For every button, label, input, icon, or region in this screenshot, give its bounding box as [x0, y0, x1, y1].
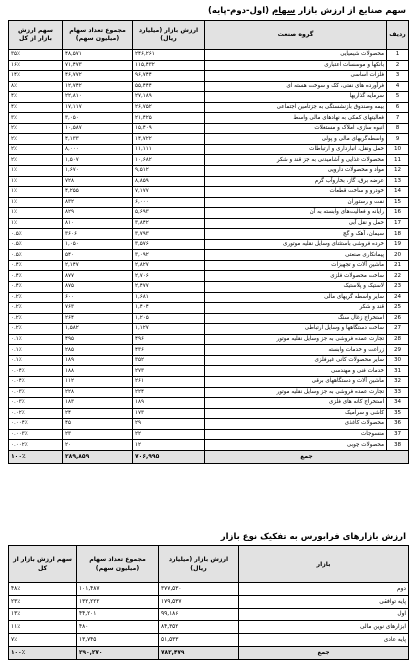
industry-name: ماشین آلات و تجهیزات [205, 260, 387, 271]
market-value: ۳,۰۹۲ [133, 250, 205, 261]
total-shares: ۲۲۸ [63, 387, 133, 398]
table-row [9, 387, 409, 398]
market-share: ۱٪ [9, 166, 63, 177]
industry-name: خودرو و ساخت قطعات [205, 187, 387, 198]
total-shares: ۱۳۲,۲۲۲ [77, 595, 159, 608]
table-row [9, 634, 409, 647]
row-index: 28 [387, 334, 409, 345]
industry-name: فلزات اساسی [205, 71, 387, 82]
industry-name: ساخت دستگاهها و وسایل ارتباطی [205, 324, 387, 335]
total-shares: ۸۷۷ [63, 271, 133, 282]
row-index: 4 [387, 81, 409, 92]
row-index: 30 [387, 355, 409, 366]
table-row [9, 229, 409, 240]
market-share: ۰.۲٪ [9, 313, 63, 324]
row-index: 7 [387, 113, 409, 124]
table-row [9, 155, 409, 166]
table-row [9, 366, 409, 377]
market-share: ۴۸٪ [9, 583, 77, 596]
industry-name: بیمه وصندوق بازنشستگی به جزتامین اجتماعی [205, 102, 387, 113]
market-value: ۱۲ [133, 440, 205, 451]
header-market-share: سهم ارزش بازار از کل [9, 21, 63, 50]
market-share: ۰.۴٪ [9, 282, 63, 293]
total-shares: ۴۴,۲۰۱ [77, 608, 159, 621]
table-row [9, 271, 409, 282]
market-value: ۴۹۶ [133, 334, 205, 345]
industry-name: فعالیتهای کمکی به نهادهای مالی واسط [205, 113, 387, 124]
header-total-shares: مجموع تعداد سهام (میلیون سهم) [77, 546, 159, 583]
industry-name: نفت و رستوران [205, 197, 387, 208]
table-row [9, 197, 409, 208]
total-shares: ۱,۵۸۲ [63, 324, 133, 335]
total-shares: ۲۸۹,۸۵۹ [63, 450, 133, 463]
total-market-share: ۱۰۰٪ [9, 646, 77, 659]
market-value: ۳۵۲ [133, 355, 205, 366]
total-shares: ۸,۰۰۰ [63, 144, 133, 155]
market-type-title: ارزش بازارهای فرابورس به تفکیک نوع بازار [220, 532, 406, 542]
table-row [9, 218, 409, 229]
total-shares: ۴۹۵ [63, 334, 133, 345]
industry-name: سایر واسطه گریهای مالی [205, 292, 387, 303]
table-row [9, 313, 409, 324]
total-shares: ۳,۰۵۰ [63, 113, 133, 124]
row-index: 18 [387, 229, 409, 240]
table-row [9, 440, 409, 451]
industry-name: انبوه سازی، املاک و مستغلات [205, 123, 387, 134]
total-market-value: ۷۰۶,۹۹۵ [133, 450, 205, 463]
market-value: ۵۵,۴۴۴ [133, 81, 205, 92]
table-row [9, 608, 409, 621]
market-value: ۳,۵۷۶ [133, 239, 205, 250]
market-share: ۰.۲٪ [9, 292, 63, 303]
industry-name: سایر محصولات کانی غیرفلزی [205, 355, 387, 366]
industry-name: رایانه و فعالیت‌های وابسته به آن [205, 208, 387, 219]
total-shares: ۲۲,۸۱۰ [63, 92, 133, 103]
header-industry-group: گروه صنعت [205, 21, 387, 50]
market-share: ۲۳٪ [9, 595, 77, 608]
table-row [9, 92, 409, 103]
total-shares: ۱۷,۱۱۷ [63, 102, 133, 113]
row-index: 14 [387, 187, 409, 198]
market-share: ۱۴٪ [9, 71, 63, 82]
industry-name: محصولات کاغذی [205, 419, 387, 430]
market-share: ۰.۴٪ [9, 260, 63, 271]
market-value: ۸۴,۳۵۲ [159, 621, 239, 634]
market-value: ۶,۰۰۰ [133, 197, 205, 208]
industry-table-body [9, 50, 409, 464]
table-row [9, 50, 409, 61]
table-row [9, 282, 409, 293]
row-index: 15 [387, 197, 409, 208]
market-share: ۰.۰۰۳٪ [9, 429, 63, 440]
table-row [9, 621, 409, 634]
industry-name: تجارت عمده فروشی به جز وسایل نقلیه موتور [205, 334, 387, 345]
table-row [9, 583, 409, 596]
title-underlined: سهام [271, 6, 296, 16]
market-share: ۰.۱٪ [9, 355, 63, 366]
row-index: 16 [387, 208, 409, 219]
market-value: ۳,۸۴۲ [133, 218, 205, 229]
row-index: 29 [387, 345, 409, 356]
market-value: ۲۶,۷۵۲ [133, 102, 205, 113]
total-shares: ۴,۱۳۳ [63, 134, 133, 145]
row-index: 6 [387, 102, 409, 113]
header-market: بازار [239, 546, 409, 583]
industry-name: زراعت و خدمات وابسته [205, 345, 387, 356]
industry-name: استخراج زغال سنگ [205, 313, 387, 324]
market-share: ۰.۲٪ [9, 303, 63, 314]
table-row [9, 292, 409, 303]
total-shares: ۷۲۸ [63, 176, 133, 187]
market-share: ۰.۵٪ [9, 250, 63, 261]
total-shares: ۲۴ [63, 408, 133, 419]
table-row [9, 429, 409, 440]
row-index: 36 [387, 419, 409, 430]
industry-name: خدمات فنی و مهندسی [205, 366, 387, 377]
total-shares: ۱,۰۵۰ [63, 239, 133, 250]
market-value: ۵,۶۹۳ [133, 208, 205, 219]
row-index: 25 [387, 303, 409, 314]
market-value: ۲۶۱ [133, 376, 205, 387]
total-shares: ۲۹۰,۲۷۰ [77, 646, 159, 659]
market-value: ۲۲ [133, 429, 205, 440]
market-share: ۳٪ [9, 113, 63, 124]
total-shares: ۱۰,۵۸۷ [63, 123, 133, 134]
table-header-row [9, 546, 409, 583]
row-index: 1 [387, 50, 409, 61]
industry-name: محصولات چوبی [205, 440, 387, 451]
total-shares: ۴۵ [63, 419, 133, 430]
row-index: 9 [387, 134, 409, 145]
market-share: ۱۶٪ [9, 60, 63, 71]
industry-name: فرآورده های نفتی، کک و سوخت هسته ای [205, 81, 387, 92]
market-value: ۱۱۵,۴۳۲ [133, 60, 205, 71]
total-label: جمع [205, 450, 409, 463]
industry-name: سیمان، آهک و گچ [205, 229, 387, 240]
market-share: ۰.۰۳٪ [9, 398, 63, 409]
market-value: ۱,۶۸۱ [133, 292, 205, 303]
market-share: ۰.۰۲٪ [9, 408, 63, 419]
market-share: ۱٪ [9, 187, 63, 198]
market-value: ۸,۸۵۹ [133, 176, 205, 187]
total-shares: ۱۸۸ [63, 366, 133, 377]
total-shares: ۱۸۹ [63, 355, 133, 366]
market-share: ۱٪ [9, 176, 63, 187]
market-value: ۲۷۳ [133, 366, 205, 377]
industry-name: قند و شکر [205, 303, 387, 314]
market-name: ابزارهای نوین مالی [239, 621, 409, 634]
market-value: ۱,۱۲۷ [133, 324, 205, 335]
row-index: 35 [387, 408, 409, 419]
industry-name: حمل و نقل آبی [205, 218, 387, 229]
market-share: ۱۳٪ [9, 608, 77, 621]
total-shares: ۲۳ [63, 429, 133, 440]
market-share: ۴٪ [9, 92, 63, 103]
table-header-row [9, 21, 409, 50]
total-label: جمع [239, 646, 409, 659]
industry-name: کاشی و سرامیک [205, 408, 387, 419]
header-market-share: سهم ارزش بازار از کل [9, 546, 77, 583]
industry-name: تجارت عمده فروشی به جز وسایل نقلیه موتور [205, 387, 387, 398]
market-value: ۹,۵۱۲ [133, 166, 205, 177]
table-row [9, 324, 409, 335]
market-value: ۲,۸۲۷ [133, 260, 205, 271]
market-value: ۳,۷۹۳ [133, 229, 205, 240]
table-row [9, 60, 409, 71]
market-value: ۱۷۹,۵۳۷ [159, 595, 239, 608]
total-shares: ۲۸۵ [63, 345, 133, 356]
market-value: ۲,۷۰۶ [133, 271, 205, 282]
row-index: 23 [387, 282, 409, 293]
table-row [9, 166, 409, 177]
total-shares: ۱۲,۷۴۲ [63, 81, 133, 92]
row-index: 8 [387, 123, 409, 134]
market-name: پایه توافقی [239, 595, 409, 608]
row-index: 26 [387, 313, 409, 324]
market-value: ۱۱,۱۱۱ [133, 144, 205, 155]
market-value: ۴۳۶ [133, 345, 205, 356]
row-index: 32 [387, 376, 409, 387]
row-index: 10 [387, 144, 409, 155]
row-index: 34 [387, 398, 409, 409]
total-shares: ۲,۱۴۷ [63, 260, 133, 271]
market-share: ۰.۰۰۴٪ [9, 419, 63, 430]
total-shares: ۱۰۱,۴۸۷ [77, 583, 159, 596]
market-value: ۲۱,۴۲۵ [133, 113, 205, 124]
table-row [9, 376, 409, 387]
industry-name: مواد و محصولات دارویی [205, 166, 387, 177]
total-shares: ۱۳,۷۴۵ [77, 634, 159, 647]
total-shares: ۴۸,۵۷۱ [63, 50, 133, 61]
row-index: 3 [387, 71, 409, 82]
market-share: ۰.۱٪ [9, 345, 63, 356]
title-prefix: سهم صنایع از ارزش بازار [295, 6, 406, 16]
market-name: اول [239, 608, 409, 621]
industry-name: خرده فروشی باستثنای وسایل نقلیه موتوری [205, 239, 387, 250]
market-share: ۱٪ [9, 218, 63, 229]
total-shares: ۸۳۲ [63, 197, 133, 208]
total-shares: ۴۶,۷۷۲ [63, 71, 133, 82]
total-shares: ۱,۶۷۰ [63, 166, 133, 177]
market-share: ۰.۱٪ [9, 334, 63, 345]
market-share: ۰.۰۴٪ [9, 376, 63, 387]
total-shares: ۸۱۰ [63, 218, 133, 229]
industry-name: بانکها و موسسات اعتباری [205, 60, 387, 71]
row-index: 37 [387, 429, 409, 440]
industry-name: محصولات شیمیایی [205, 50, 387, 61]
market-value: ۲۹ [133, 419, 205, 430]
market-share: ۱٪ [9, 208, 63, 219]
market-value: ۱۵,۴۰۹ [133, 123, 205, 134]
market-share: ۰.۴٪ [9, 271, 63, 282]
table-row [9, 187, 409, 198]
market-share: ۳۵٪ [9, 50, 63, 61]
total-shares: ۶۰۰ [63, 292, 133, 303]
table-row [9, 123, 409, 134]
row-index: 31 [387, 366, 409, 377]
total-row [9, 450, 409, 463]
row-index: 5 [387, 92, 409, 103]
total-shares: ۵۴۰ [63, 250, 133, 261]
row-index: 21 [387, 260, 409, 271]
industry-name: استخراج کانه های فلزی [205, 398, 387, 409]
market-value: ۱۰,۶۸۲ [133, 155, 205, 166]
total-shares: ۴۸۰ [77, 621, 159, 634]
table-row [9, 81, 409, 92]
market-share: ۱٪ [9, 197, 63, 208]
row-index: 20 [387, 250, 409, 261]
industry-name: محصولات غذایی و آشامیدنی به جز قند و شکر [205, 155, 387, 166]
title-suffix: (اول-دوم-پایه) [208, 6, 272, 16]
total-shares: ۴,۲۵۵ [63, 187, 133, 198]
market-share: ۱۱٪ [9, 621, 77, 634]
market-value: ۹۹,۱۸۶ [159, 608, 239, 621]
table-row [9, 71, 409, 82]
total-shares: ۳۶۰۶ [63, 229, 133, 240]
market-share: ۰.۵٪ [9, 239, 63, 250]
row-index: 24 [387, 292, 409, 303]
industry-name: عرضه برق، گاز، بخاروآب گرم [205, 176, 387, 187]
industry-name: پیمانکاری صنعتی [205, 250, 387, 261]
market-share: ۰.۰۰۲٪ [9, 440, 63, 451]
market-share: ۷٪ [9, 634, 77, 647]
header-index: ردیف [387, 21, 409, 50]
row-index: 19 [387, 239, 409, 250]
total-market-value: ۷۸۲,۴۷۹ [159, 646, 239, 659]
table-row [9, 419, 409, 430]
total-shares: ۱۸۳ [63, 398, 133, 409]
table-row [9, 345, 409, 356]
industry-name: واسطه‌گریهای مالی و پولی [205, 134, 387, 145]
table-row [9, 239, 409, 250]
total-shares: ۸۷۵ [63, 282, 133, 293]
market-share: ۲٪ [9, 134, 63, 145]
table-row [9, 208, 409, 219]
industry-name: ماشین آلات و دستگاههای برقی [205, 376, 387, 387]
row-index: 38 [387, 440, 409, 451]
table-row [9, 595, 409, 608]
industry-name: حمل ونقل، انبارداری و ارتباطات [205, 144, 387, 155]
total-shares: ۸۲۹ [63, 208, 133, 219]
industry-name: منسوجات [205, 429, 387, 440]
total-row [9, 646, 409, 659]
table-row [9, 260, 409, 271]
market-value: ۲۷,۱۸۹ [133, 92, 205, 103]
row-index: 2 [387, 60, 409, 71]
table-row [9, 144, 409, 155]
total-shares: ۷۱,۴۷۳ [63, 60, 133, 71]
table-row [9, 250, 409, 261]
market-value: ۱,۴۰۴ [133, 303, 205, 314]
total-shares: ۲۶۴ [63, 313, 133, 324]
market-value: ۲۴۶,۲۶۱ [133, 50, 205, 61]
market-value: ۲۲۴ [133, 387, 205, 398]
market-share: ۰.۵٪ [9, 229, 63, 240]
industry-share-title [208, 6, 406, 16]
market-share: ۰.۰۳٪ [9, 387, 63, 398]
total-shares: ۱,۵۰۷ [63, 155, 133, 166]
industry-name: سرمایه گذاریها [205, 92, 387, 103]
market-value: ۱,۲۰۵ [133, 313, 205, 324]
header-total-shares: مجموع تعداد سهام (میلیون سهم) [63, 21, 133, 50]
total-shares: ۷۶۳ [63, 303, 133, 314]
table-row [9, 102, 409, 113]
market-share: ۲٪ [9, 144, 63, 155]
industry-name: لاستیک و پلاستیک [205, 282, 387, 293]
market-name: پایه عادی [239, 634, 409, 647]
market-value: ۱۷۳ [133, 408, 205, 419]
market-share: ۴٪ [9, 102, 63, 113]
market-value: ۹۶,۷۴۴ [133, 71, 205, 82]
market-name: دوم [239, 583, 409, 596]
row-index: 33 [387, 387, 409, 398]
table-row [9, 303, 409, 314]
market-value: ۳۷۷,۵۳۰ [159, 583, 239, 596]
industry-name: ساخت محصولات فلزی [205, 271, 387, 282]
market-value: ۲,۴۷۷ [133, 282, 205, 293]
row-index: 12 [387, 166, 409, 177]
market-share: ۰.۰۴٪ [9, 366, 63, 377]
table-row [9, 355, 409, 366]
market-type-table [8, 545, 409, 660]
market-value: ۱۸۹ [133, 398, 205, 409]
total-shares: ۱۱۲ [63, 376, 133, 387]
total-market-share: ۱۰۰٪ [9, 450, 63, 463]
market-share: ۲٪ [9, 155, 63, 166]
header-market-value: ارزش بازار (میلیارد ریال) [133, 21, 205, 50]
industry-share-table [8, 20, 409, 464]
table-row [9, 113, 409, 124]
row-index: 17 [387, 218, 409, 229]
row-index: 11 [387, 155, 409, 166]
header-market-value: ارزش بازار (میلیارد ریال) [159, 546, 239, 583]
market-value: ۷,۱۷۷ [133, 187, 205, 198]
market-table-body [9, 583, 409, 660]
table-row [9, 334, 409, 345]
total-shares: ۲۰ [63, 440, 133, 451]
table-row [9, 398, 409, 409]
row-index: 13 [387, 176, 409, 187]
market-share: ۲٪ [9, 123, 63, 134]
table-row [9, 134, 409, 145]
market-share: ۸٪ [9, 81, 63, 92]
market-value: ۱۴,۷۲۲ [133, 134, 205, 145]
market-share: ۰.۲٪ [9, 324, 63, 335]
market-value: ۵۱,۵۳۳ [159, 634, 239, 647]
row-index: 27 [387, 324, 409, 335]
table-row [9, 176, 409, 187]
table-row [9, 408, 409, 419]
row-index: 22 [387, 271, 409, 282]
